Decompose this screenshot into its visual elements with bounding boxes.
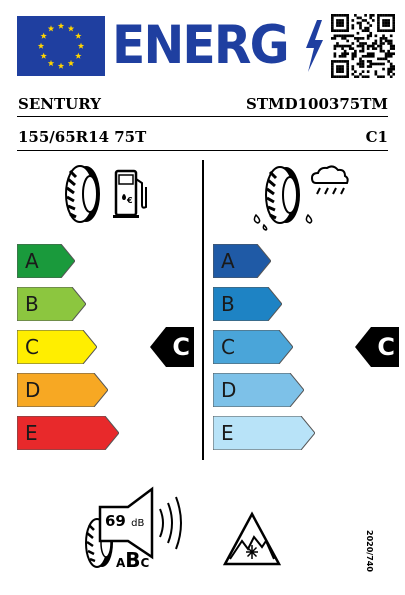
- divider-line-1: [17, 116, 388, 117]
- noise-class-a: A: [116, 556, 126, 570]
- fuel-pump-tyre-icon: [60, 163, 152, 225]
- noise-db-number: 69: [105, 512, 126, 530]
- fuel-class-letter-d: D: [25, 378, 41, 402]
- svg-text:€: €: [127, 196, 133, 205]
- eu-star-icon: [68, 60, 74, 66]
- eu-star-icon: [78, 43, 84, 49]
- noise-class-scale: [116, 548, 149, 572]
- noise-class-b: B: [125, 548, 141, 572]
- wet-grip-rating-letter: C: [377, 333, 395, 361]
- eu-star-icon: [38, 43, 44, 49]
- energy-title: ENERG: [112, 15, 288, 76]
- eu-star-icon: [75, 53, 81, 59]
- fuel-class-bar-d: [17, 373, 108, 407]
- eu-star-icon: [40, 33, 46, 39]
- fuel-class-letter-b: B: [25, 292, 39, 316]
- eu-star-icon: [40, 53, 46, 59]
- eu-star-icon: [58, 63, 64, 69]
- eu-star-icon: [58, 23, 64, 29]
- noise-value: [105, 512, 144, 530]
- fuel-class-bar-c: [17, 330, 97, 364]
- wet-grip-class-letter-a: A: [221, 249, 235, 273]
- regulation-number: 2020/740: [365, 530, 374, 572]
- wet-grip-class-bar-c: [213, 330, 293, 364]
- fuel-rating-marker: [150, 327, 194, 367]
- wet-grip-class-bar-b: [213, 287, 282, 321]
- wet-grip-class-letter-c: C: [221, 335, 235, 359]
- tyre-model: STMD100375TM: [246, 95, 388, 113]
- divider-line-2: [17, 150, 388, 151]
- fuel-rating-letter: C: [172, 333, 190, 361]
- wet-grip-class-letter-b: B: [221, 292, 235, 316]
- tyre-class: C1: [365, 128, 388, 146]
- fuel-class-letter-c: C: [25, 335, 39, 359]
- tyre-size: 155/65R14 75T: [18, 128, 147, 146]
- fuel-class-letter-e: E: [25, 421, 38, 445]
- column-divider: [202, 160, 204, 460]
- eu-flag: [17, 16, 105, 76]
- noise-class-c: C: [140, 556, 150, 570]
- wet-grip-class-bar-e: [213, 416, 315, 450]
- wet-grip-class-bar-d: [213, 373, 304, 407]
- lightning-bolt-icon: [302, 18, 326, 74]
- wet-grip-class-letter-e: E: [221, 421, 234, 445]
- wet-grip-class-bar-a: [213, 244, 271, 278]
- fuel-class-bar-a: [17, 244, 75, 278]
- eu-star-icon: [75, 33, 81, 39]
- supplier-name: SENTURY: [18, 95, 101, 113]
- three-peak-mountain-snowflake-icon: [222, 511, 282, 567]
- eu-star-icon: [48, 60, 54, 66]
- qr-code-icon[interactable]: [331, 14, 395, 78]
- noise-db-unit: dB: [131, 518, 145, 529]
- eu-star-icon: [68, 25, 74, 31]
- rain-cloud-tyre-icon: [250, 163, 360, 233]
- fuel-class-bar-e: [17, 416, 119, 450]
- eu-star-icon: [48, 25, 54, 31]
- fuel-class-bar-b: [17, 287, 86, 321]
- fuel-class-letter-a: A: [25, 249, 39, 273]
- wet-grip-class-letter-d: D: [221, 378, 237, 402]
- eu-stars-icon: [17, 16, 105, 76]
- wet-grip-rating-marker: [355, 327, 399, 367]
